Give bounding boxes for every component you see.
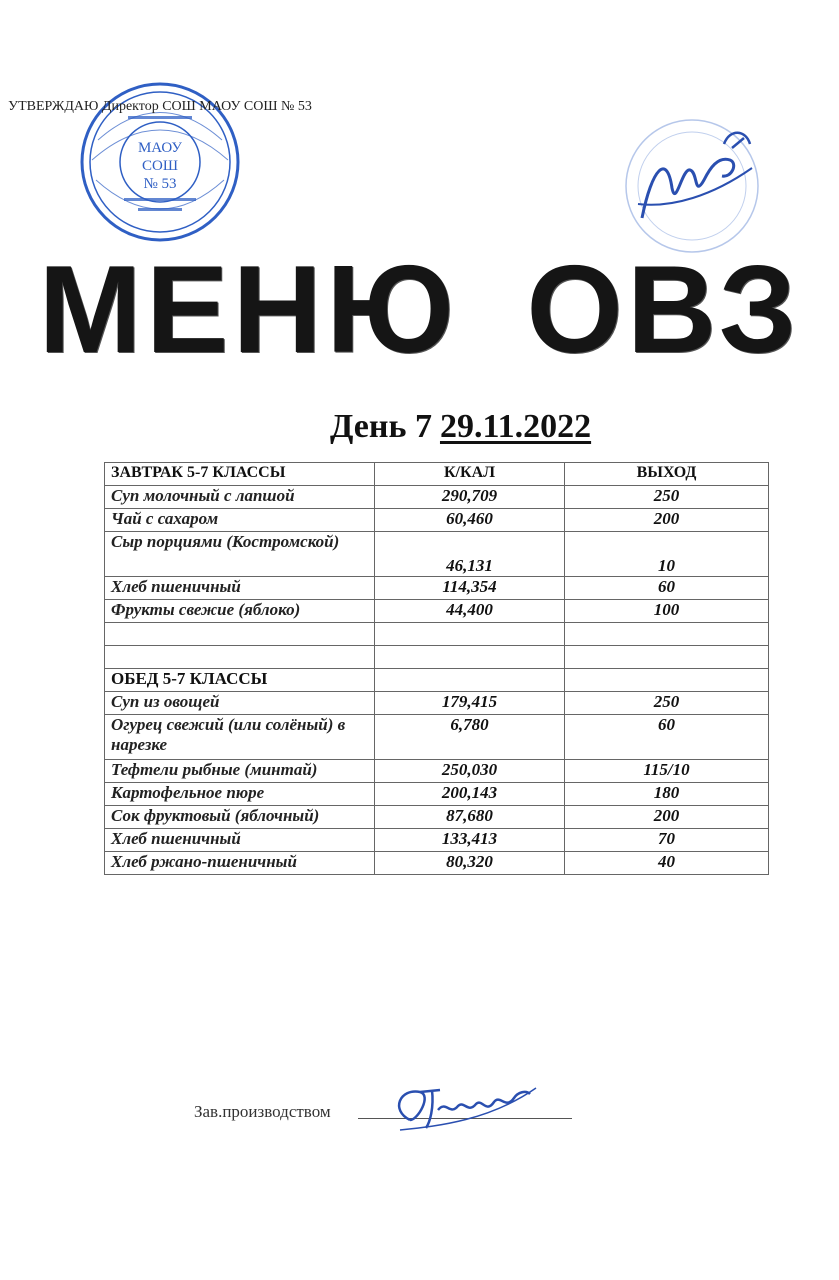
dish-name: Суп из овощей <box>105 692 375 715</box>
table-row <box>105 692 769 715</box>
table-row <box>105 715 769 760</box>
dish-output: 180 <box>565 783 769 806</box>
table-row <box>105 577 769 600</box>
table-row <box>105 829 769 852</box>
empty-row <box>105 646 769 669</box>
page-title: МЕНЮ ОВЗ <box>38 241 801 379</box>
column-header-output: ВЫХОД <box>565 463 769 486</box>
day-label: День 7 <box>330 408 432 445</box>
dish-kcal: 250,030 <box>375 760 565 783</box>
svg-text:МАОУ: МАОУ <box>137 140 183 156</box>
dish-output: 60 <box>565 577 769 600</box>
dish-output: 60 <box>565 715 769 760</box>
dish-kcal: 60,460 <box>375 509 565 532</box>
dish-kcal: 179,415 <box>375 692 565 715</box>
footer-label: Зав.производством <box>194 1102 331 1121</box>
dish-name: Суп молочный с лапшой <box>105 486 375 509</box>
dish-name: Хлеб ржано-пшеничный <box>105 852 375 875</box>
table-row <box>105 760 769 783</box>
svg-text:СОШ: СОШ <box>142 158 178 174</box>
column-header-kcal: К/КАЛ <box>375 463 565 486</box>
dish-kcal: 114,354 <box>375 577 565 600</box>
table-row <box>105 852 769 875</box>
table-row <box>105 486 769 509</box>
stamp-caption: УТВЕРЖДАЮ Директор СОШ МАОУ СОШ № 53 <box>8 99 312 114</box>
approval-stamp-signature-icon <box>612 108 772 258</box>
dish-output: 10 <box>565 532 769 577</box>
section-row-lunch <box>105 669 769 692</box>
menu-date: 29.11.2022 <box>439 408 592 445</box>
day-heading <box>330 408 591 446</box>
dish-output: 70 <box>565 829 769 852</box>
dish-name: Фрукты свежие (яблоко) <box>105 600 375 623</box>
menu-table <box>104 462 769 875</box>
empty-row <box>105 623 769 646</box>
dish-output: 200 <box>565 806 769 829</box>
table-row <box>105 600 769 623</box>
dish-name: Чай с сахаром <box>105 509 375 532</box>
dish-kcal: 80,320 <box>375 852 565 875</box>
dish-name: Хлеб пшеничный <box>105 829 375 852</box>
dish-name: Хлеб пшеничный <box>105 577 375 600</box>
round-stamp-icon <box>8 80 312 244</box>
dish-kcal: 290,709 <box>375 486 565 509</box>
dish-kcal: 200,143 <box>375 783 565 806</box>
dish-kcal: 133,413 <box>375 829 565 852</box>
dish-name: Сыр порциями (Костромской) <box>105 532 375 577</box>
dish-output: 250 <box>565 692 769 715</box>
table-row <box>105 509 769 532</box>
table-row <box>105 806 769 829</box>
table-row <box>105 783 769 806</box>
dish-name: Тефтели рыбные (минтай) <box>105 760 375 783</box>
dish-kcal: 44,400 <box>375 600 565 623</box>
dish-kcal: 46,131 <box>375 532 565 577</box>
dish-output: 250 <box>565 486 769 509</box>
svg-text:№ 53: № 53 <box>143 176 177 192</box>
dish-output: 40 <box>565 852 769 875</box>
table-header-row <box>105 463 769 486</box>
column-header-meal: ЗАВТРАК 5-7 КЛАССЫ <box>105 463 375 486</box>
dish-name: Картофельное пюре <box>105 783 375 806</box>
dish-kcal: 6,780 <box>375 715 565 760</box>
dish-name: Сок фруктовый (яблочный) <box>105 806 375 829</box>
dish-output: 115/10 <box>565 760 769 783</box>
dish-name: Огурец свежий (или солёный) в нарезке <box>105 715 375 760</box>
signature-icon <box>380 1080 540 1136</box>
dish-output: 200 <box>565 509 769 532</box>
dish-kcal: 87,680 <box>375 806 565 829</box>
dish-output: 100 <box>565 600 769 623</box>
table-row <box>105 532 769 577</box>
section-title: ОБЕД 5-7 КЛАССЫ <box>105 669 375 692</box>
